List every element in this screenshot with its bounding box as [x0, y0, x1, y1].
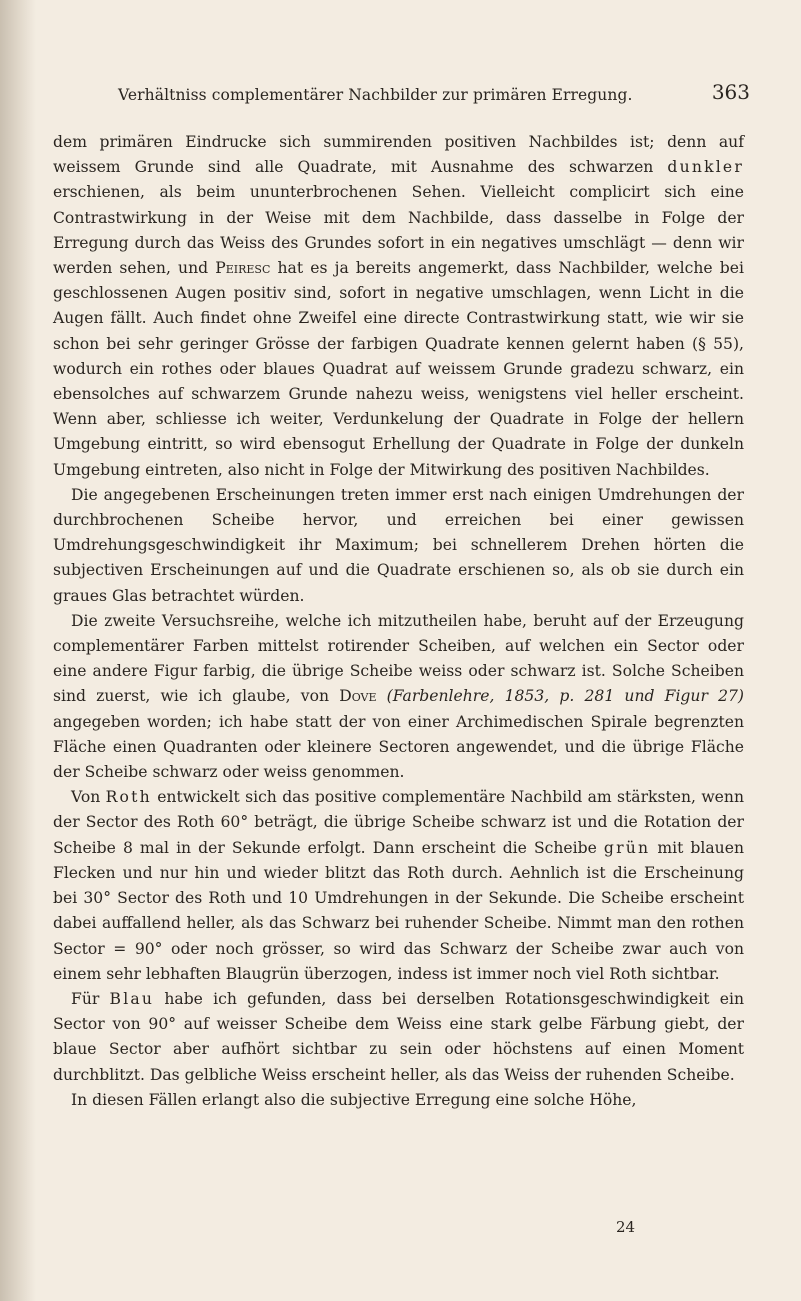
- binding-shadow: [0, 0, 36, 1301]
- running-title: Verhältniss complementärer Nachbilder zur primären Erregung.: [118, 86, 633, 104]
- paragraph: [53, 785, 744, 987]
- text-run: In diesen Fällen erlangt also die subjective Erregung eine solche Höhe,: [71, 1090, 637, 1109]
- text-run: hat es ja bereits angemerkt, dass Nachbilder, welche bei geschlossenen Augen positiv sind, sofort in negative umschlagen, wenn Licht in die Augen fällt. Auch findet ohne Zweifel eine directe Contrastwirkung statt, wie wir sie schon bei sehr geringer Grösse der farbigen Quadrate kennen gelernt haben (§ 55), wodurch ein rothes oder blaues Quadrat auf weissem Grunde gradezu schwarz, ein ebensolches auf schwarzem Grunde nahezu weiss, wenigstens viel heller erscheint. Wenn aber, schliesse ich weiter, Verdunkelung der Quadrate in Folge der hellern Umgebung eintritt, so wird ebensogut Erhellung der Quadrate in Folge der dunkeln Umgebung eintreten, also nicht in Folge der Mitwirkung des positiven Nachbildes.: [53, 259, 744, 479]
- text-run: Für: [71, 989, 110, 1008]
- paragraph: [53, 130, 744, 483]
- text-run: Von: [71, 788, 106, 807]
- text-run: Die zweite Versuchsreihe, welche ich mitzutheilen habe, beruht auf der Erzeugung complementärer Farben mittelst rotirender Scheiben, auf welchen ein Sector oder eine andere Figur farbig, die übrige Scheibe weiss oder schwarz ist. Solche Scheiben sind zuerst, wie ich glaube, von: [53, 611, 744, 706]
- paragraph: [53, 1088, 744, 1113]
- text-sc: Dove: [339, 687, 377, 706]
- paragraph: [53, 987, 744, 1088]
- text-run: mit blauen Flecken und nur hin und wieder blitzt das Roth durch. Aehnlich ist die Erscheinung bei 30° Sector des Roth und 10 Umdrehungen in der Sekunde. Die Scheibe erscheint dabei auffallend heller, als das Schwarz bei ruhender Scheibe. Nimmt man den rothen Sector = 90° oder noch grösser, so wird das Schwarz der Scheibe zwar auch von einem sehr lebhaften Blaugrün überzogen, indess ist immer noch viel Roth sichtbar.: [53, 838, 744, 983]
- text-run: dem primären Eindrucke sich summirenden positiven Nachbildes ist; denn auf weissem Grunde sind alle Quadrate, mit Ausnahme des schwarzen: [53, 133, 744, 177]
- paragraph: [53, 609, 744, 785]
- running-header: [118, 80, 750, 112]
- text-run: [377, 687, 387, 705]
- text-spaced: Blau: [109, 989, 155, 1008]
- signature-mark: [0, 1218, 801, 1236]
- signature-number: 24: [615, 1218, 636, 1236]
- text-run: Die angegebenen Erscheinungen treten immer erst nach einigen Umdrehungen der durchbrochenen Scheibe hervor, und erreichen bei einer gewissen Umdrehungsgeschwindigkeit ihr Maximum; bei schnellerem Drehen hörten die subjectiven Erscheinungen auf und die Quadrate erschienen so, als ob sie durch ein graues Glas betrachtet würden.: [53, 485, 744, 605]
- text-run: angegeben worden; ich habe statt der von einer Archimedischen Spirale begrenzten Fläche einen Quadranten oder kleinere Sectoren angewendet, und die übrige Fläche der Scheibe schwarz oder weiss genommen.: [53, 712, 744, 782]
- text-run: habe ich gefunden, dass bei derselben Rotationsgeschwindigkeit ein Sector von 90° auf weisser Scheibe dem Weiss eine stark gelbe Färbung giebt, der blaue Sector aber aufhört sichtbar zu sein oder höchstens auf einen Moment durchblitzt. Das gelbliche Weiss erscheint heller, als das Weiss der ruhenden Scheibe.: [53, 989, 744, 1084]
- text-spaced: dunkler: [667, 158, 744, 177]
- body-text: [53, 130, 744, 1113]
- text-spaced: Roth: [105, 788, 152, 807]
- paragraph: [53, 483, 744, 609]
- text-it: (Farbenlehre, 1853, p. 281 und Figur 27): [386, 687, 744, 706]
- page-number: 363: [711, 80, 750, 104]
- text-run: entwickelt sich das positive complementäre Nachbild am stärksten, wenn der Sector des Roth 60° beträgt, die übrige Scheibe schwarz ist und die Rotation der Scheibe 8 mal in der Sekunde erfolgt. Dann erscheint die Scheibe: [53, 788, 744, 857]
- text-sc: Peiresc: [215, 259, 271, 278]
- text-spaced: grün: [603, 838, 651, 857]
- text-run: erschienen, als beim ununterbrochenen Sehen. Vielleicht complicirt sich eine Contrastwirkung in der Weise mit dem Nachbilde, dass dasselbe in Folge der Erregung durch das Weiss des Grundes sofort in ein negatives umschlägt — denn wir werden sehen, und: [53, 183, 744, 278]
